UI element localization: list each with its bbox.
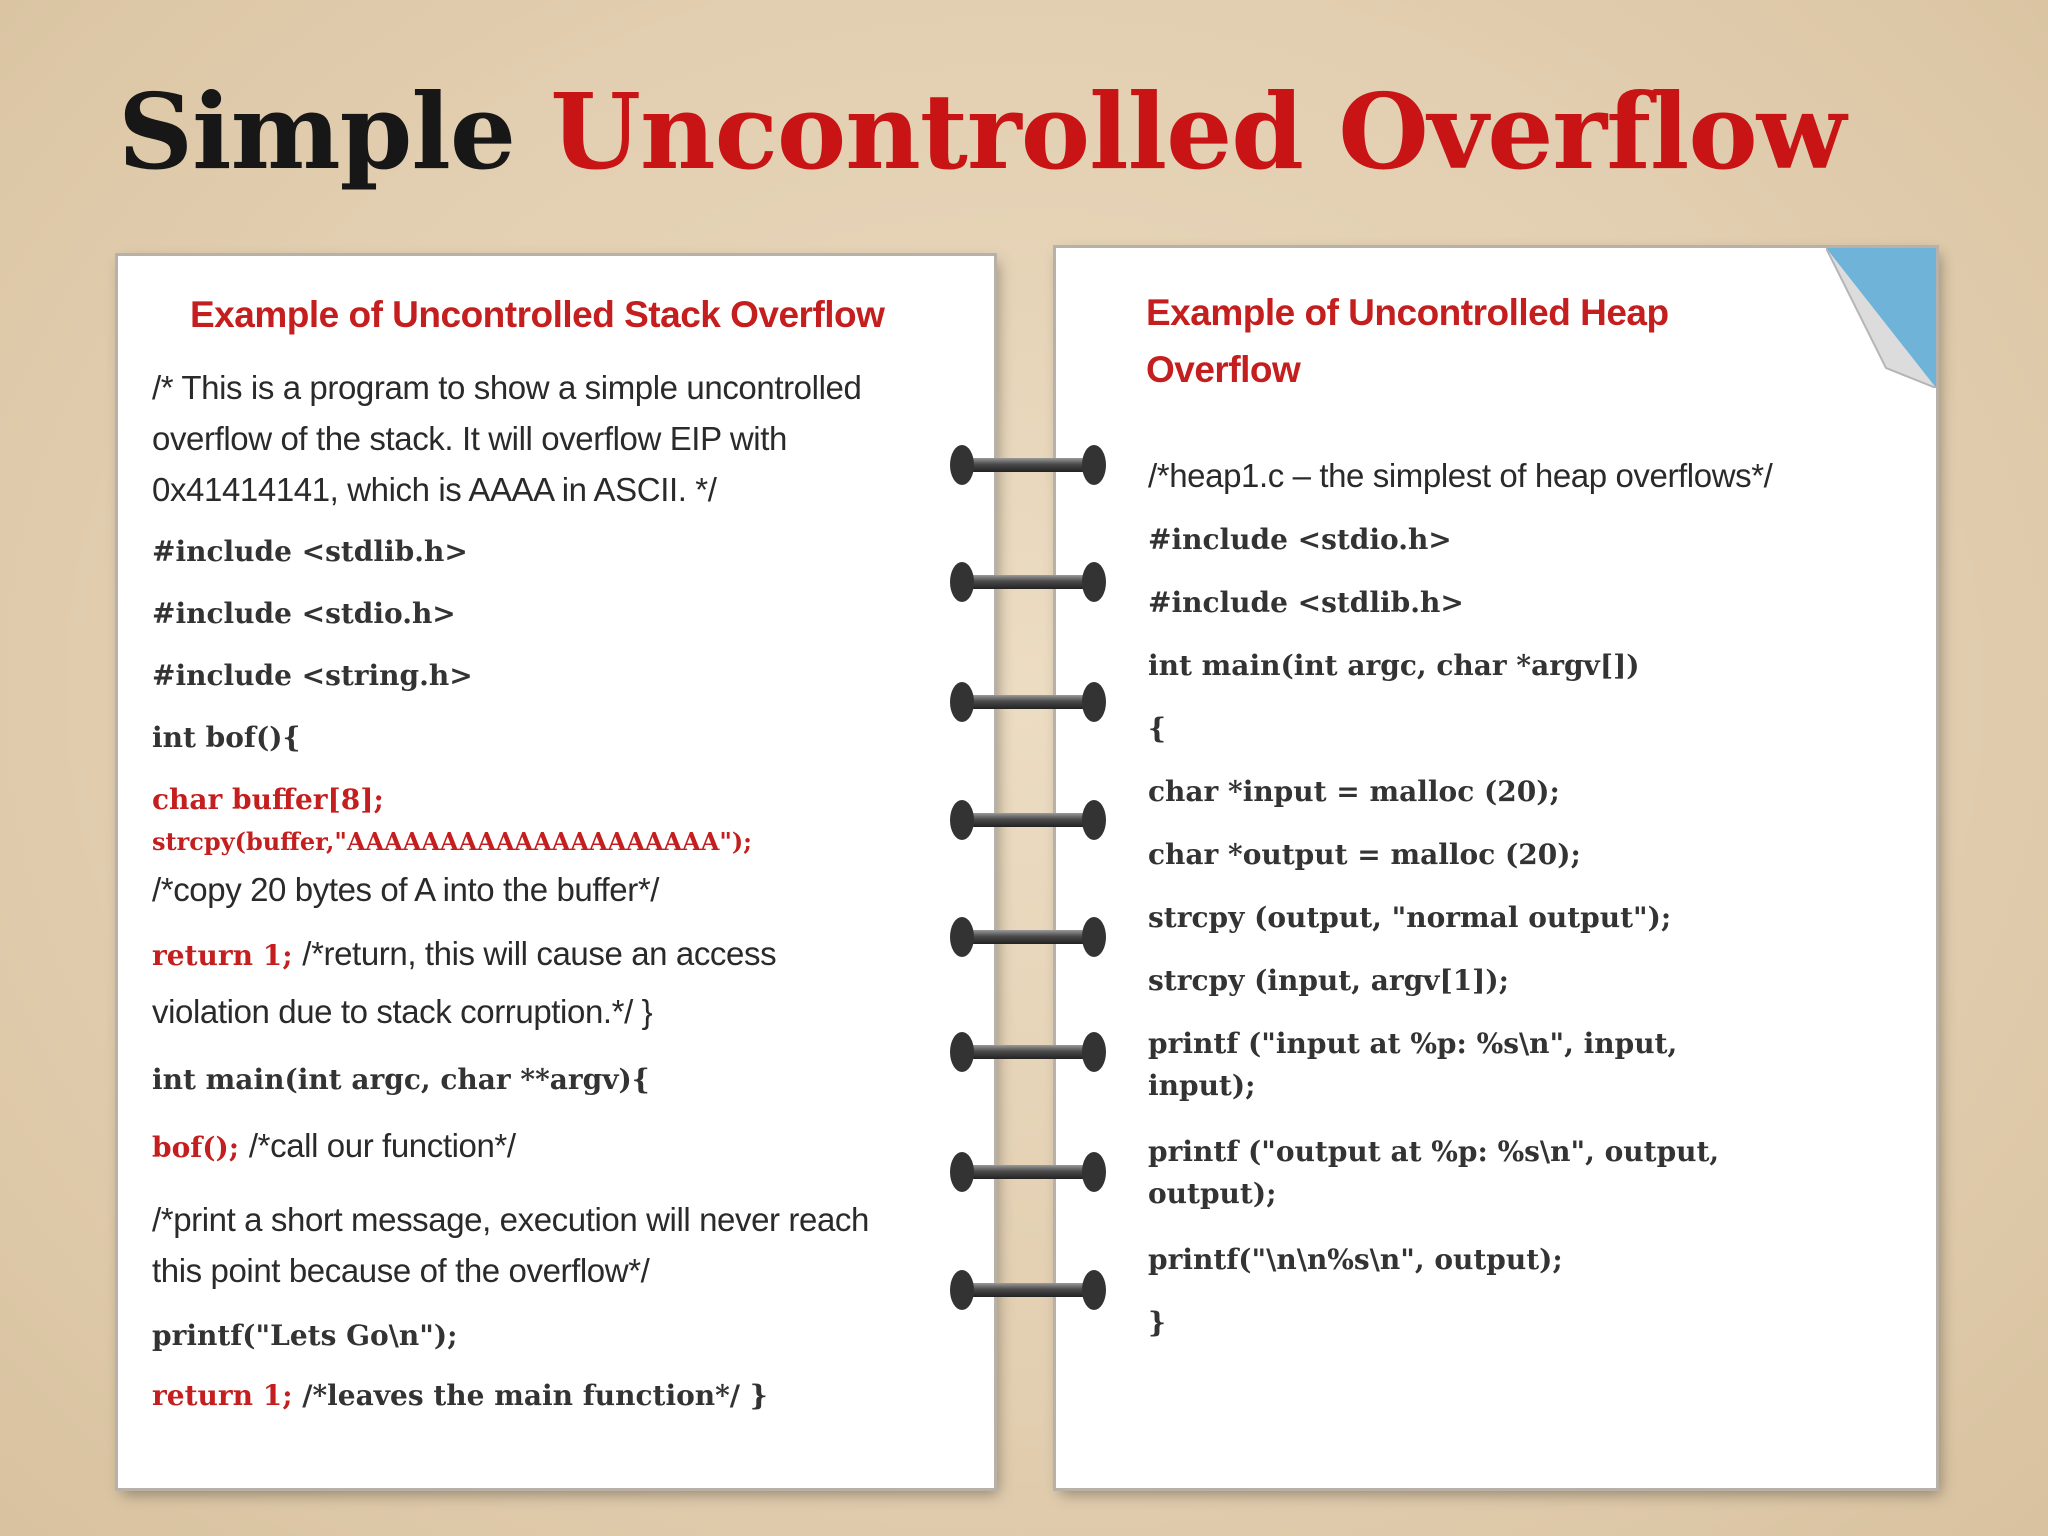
return-comment-part-2: violation due to stack corruption.*/ [152, 993, 633, 1030]
heap-close-brace: } [1148, 1306, 1167, 1339]
include-stdlib: #include <stdlib.h> [152, 535, 468, 568]
print-comment-line-2: this point because of the overflow*/ [152, 1252, 650, 1289]
return-comment-line-2 [152, 986, 652, 1037]
stack-page-heading: Example of Uncontrolled Stack Overflow [190, 294, 885, 335]
intro-comment-line-2: overflow of the stack. It will overflow EIP with [152, 420, 787, 457]
include-string: #include <string.h> [152, 659, 473, 692]
printf-output-line-2: output); [1148, 1177, 1277, 1210]
binder-ring [950, 1152, 1106, 1192]
binder-ring [950, 682, 1106, 722]
binder-ring [950, 917, 1106, 957]
printf-final-line: printf("\n\n%s\n", output); [1148, 1243, 1563, 1276]
final-return-code: return 1; [152, 1379, 293, 1412]
heap-main-declaration: int main(int argc, char *argv[]) [1148, 649, 1640, 682]
call-line [152, 1126, 516, 1168]
return-line [152, 934, 776, 976]
bof-call-code: bof(); [152, 1131, 240, 1164]
input-malloc-line: char *input = malloc (20); [1148, 775, 1560, 808]
heap-overflow-page [1056, 248, 1936, 1488]
final-return-comment: /*leaves the main function*/ } [302, 1379, 768, 1412]
strcpy-input-line: strcpy (input, argv[1]); [1148, 964, 1510, 997]
binder-ring [950, 1270, 1106, 1310]
final-return-line [152, 1376, 768, 1416]
binder-ring [950, 562, 1106, 602]
binder-ring [950, 445, 1106, 485]
heap-file-comment: /*heap1.c – the simplest of heap overflows*/ [1148, 457, 1773, 494]
slide-title [118, 70, 1846, 193]
strcpy-buffer-line: strcpy(buffer,"AAAAAAAAAAAAAAAAAAAA"); [152, 827, 753, 856]
page-curl-corner [1826, 248, 1936, 388]
heap-page-heading-line-2: Overflow [1146, 349, 1301, 390]
output-malloc-line: char *output = malloc (20); [1148, 838, 1581, 871]
intro-comment-line-3: 0x41414141, which is AAAA in ASCII. */ [152, 471, 717, 508]
bof-function-declaration: int bof(){ [152, 721, 301, 754]
return-closing-brace: } [641, 993, 653, 1030]
stack-overflow-page [118, 256, 994, 1488]
heap-open-brace: { [1148, 712, 1167, 745]
print-comment-line-1: /*print a short message, execution will never reach [152, 1201, 869, 1238]
heap-page-heading-line-1: Example of Uncontrolled Heap [1146, 292, 1669, 333]
printf-lets-go: printf("Lets Go\n"); [152, 1319, 458, 1352]
main-function-declaration: int main(int argc, char **argv){ [152, 1063, 650, 1096]
title-part-dark: Simple [118, 70, 516, 193]
binder-rings [948, 430, 1108, 1330]
binder-ring [950, 1032, 1106, 1072]
title-part-red: Uncontrolled Overflow [550, 70, 1846, 193]
return-comment-part-1: /*return, this will cause an access [302, 935, 777, 972]
intro-comment-line-1: /* This is a program to show a simple uncontrolled [152, 369, 862, 406]
return-code: return 1; [152, 939, 293, 972]
heap-include-stdlib: #include <stdlib.h> [1148, 586, 1464, 619]
call-comment: /*call our function*/ [248, 1127, 516, 1164]
heap-include-stdio: #include <stdio.h> [1148, 523, 1452, 556]
printf-input-line-1: printf ("input at %p: %s\n", input, [1148, 1027, 1678, 1060]
include-stdio: #include <stdio.h> [152, 597, 456, 630]
printf-input-line-2: input); [1148, 1069, 1256, 1102]
binder-ring [950, 800, 1106, 840]
copy-bytes-comment: /*copy 20 bytes of A into the buffer*/ [152, 871, 660, 908]
strcpy-output-line: strcpy (output, "normal output"); [1148, 901, 1672, 934]
buffer-declaration: char buffer[8]; [152, 783, 384, 816]
printf-output-line-1: printf ("output at %p: %s\n", output, [1148, 1135, 1720, 1168]
